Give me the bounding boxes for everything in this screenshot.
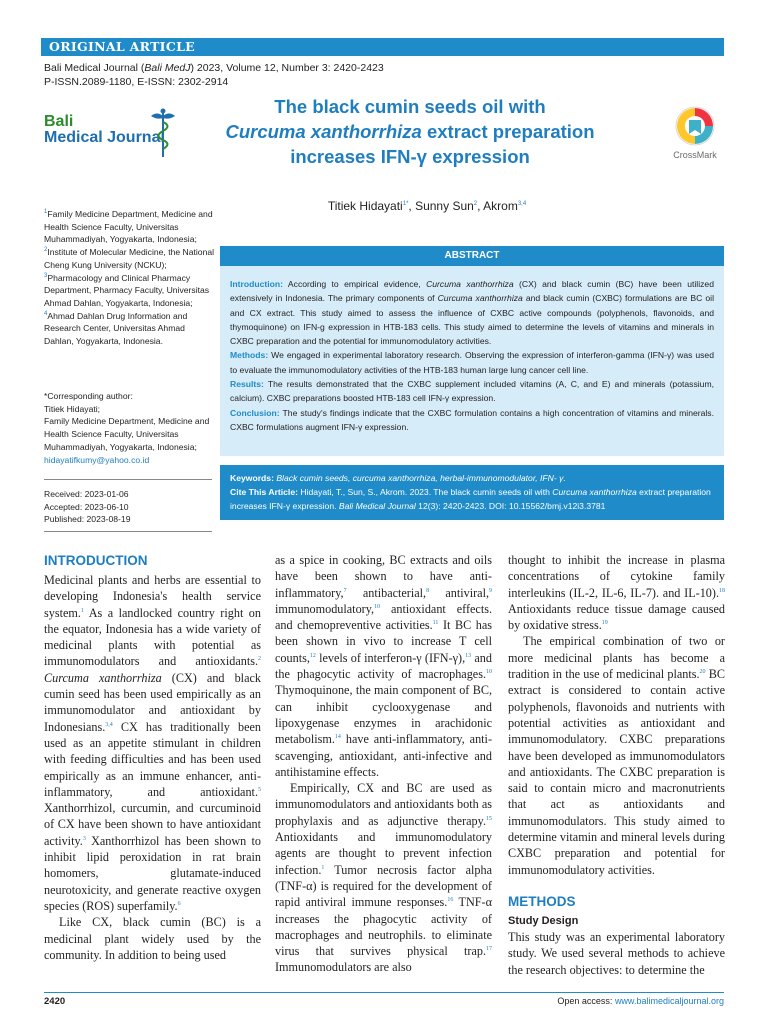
keywords-label: Keywords: [230,473,274,483]
citation-label: Cite This Article: [230,487,298,497]
author-1: Titiek Hidayati [327,199,403,213]
crossmark-badge[interactable] [672,103,718,163]
citation-ref[interactable]: 6 [177,900,181,907]
date-accepted: Accepted: 2023-06-10 [44,501,129,512]
species-name: Curcuma xanthorrhiza [426,279,514,289]
abstract-text: and black cumin (CXBC) formulations are BC oil and CX extract. This study aimed to assess the influence of CXBC active compounds (polyphenols, flavonoids, and thymoquinone) on IFN-g expression in HTB-183 cells. This study aimed to determine the levels of vitamins and minerals in CXBC preparation and the potential for immunomodulatory activities. [230,293,715,347]
affiliation-item [44,310,216,348]
citation-ref[interactable]: 7 [343,587,347,594]
affiliation-text: Pharmacology and Clinical Pharmacy Department, Pharmacy Faculty, Universitas Ahmad Dahlan, Yogyakarta, Indonesia; [44,272,210,308]
body-paragraph [44,572,261,914]
body-text: immunomodulatory, [275,601,375,616]
keywords-text: Black cumin seeds, curcuma xanthorrhiza, herbal-immunomodulator, IFN- γ. [273,473,566,483]
citation-ref[interactable]: 1 [80,607,84,614]
citation-ref[interactable]: 9 [489,587,492,594]
page-number: 2420 [44,996,66,1007]
logo-word-bali: Bali [44,113,74,130]
journal-citation-line [44,61,384,75]
abstract-heading: ABSTRACT [220,246,724,266]
citation-ref[interactable]: 10 [374,603,381,610]
article-type-label: ORIGINAL ARTICLE [49,39,195,54]
author-list [212,199,642,213]
body-paragraph [44,914,261,963]
date-published: Published: 2023-08-19 [44,514,131,525]
divider [44,479,212,480]
citation-ref[interactable]: 17 [486,946,492,953]
affiliation-item [44,208,216,246]
affiliation-number: 1 [44,209,48,216]
abstract-results [230,377,714,406]
species-name: Curcuma xanthorrhiza [552,487,637,497]
introduction-heading: INTRODUCTION [44,553,148,568]
affiliation-text: Ahmad Dahlan Drug Information and Research Center, Universitas Ahmad Dahlan, Yogyakarta, Indonesia. [44,310,188,347]
body-text: Medicinal plants and herbs are essential to developing Indonesia's health service system. [44,573,261,620]
body-column-3 [508,552,725,978]
article-type-banner [41,38,724,56]
abstract-introduction [230,277,714,348]
abstract-text: (CX) and black cumin (BC) have been utilized extensively in Indonesia. The primary components of [230,279,714,304]
title-line-2-rest: extract preparation [421,121,595,142]
citation-ref[interactable]: 16 [447,897,454,904]
body-text: Like CX, black cumin (BC) is a medicinal plant widely used by the community. In addition to being used [44,915,261,962]
body-text: Thymoquinone, the main component of BC, can inhibit cyclooxygenase and lipoxygenase enzymes in arachidonic metabolism. [275,683,492,747]
body-text: BC extract is considered to contain active polyphenols, flavonoids and nutrients with potential activities as antioxidant and immunomodulatory. CXBC preparations have been developed as immunomodulators and antioxidants. The CXBC preparation is said to contain micro and macronutrients that act as antioxidants and immunomodulators. This study aimed to determine vitamin and mineral levels during CXBC preparation and potential for immunomodulatory activities. [508,667,725,877]
body-column-2 [275,552,492,976]
journal-name: Bali Medical Journal ( [44,62,145,74]
abstract-text: The study's findings indicate that the CXBC formulation contains a high concentration of vitamins and minerals. CXBC formulations augment IFN-γ expression. [230,407,714,432]
author-3: Akrom [483,199,518,213]
keywords-line [230,471,714,485]
footer-divider [44,992,724,993]
citation-ref[interactable]: 15 [486,815,492,822]
body-text: as a spice in cooking, BC extracts and oils have been shown to have anti-inflammatory, [275,553,492,600]
citation-ref[interactable]: 10 [486,669,492,676]
body-text: antibacterial, [346,585,427,600]
affiliation-item [44,246,216,271]
body-text: and the phagocytic activity of macrophages. [275,650,492,682]
citation-ref[interactable]: 20 [699,669,706,676]
citation-ref[interactable]: 3 [82,835,86,842]
body-text: levels of interferon-γ (IFN-γ), [315,650,466,665]
abstract-methods [230,348,714,377]
crossmark-icon [672,103,718,149]
corresponding-name: Titiek Hidayati; [44,403,101,414]
body-text: Empirically, CX and BC are used as immunomodulators and antioxidants both as prophylaxis and as adjunctive therapy. [275,781,492,828]
corresponding-email-link[interactable]: hidayatifkumy@yahoo.co.id [44,454,150,465]
body-text: Antioxidants and immunomodulatory agents are thought to prevent infection infection. [275,830,492,877]
body-text: This study was an experimental laboratory study. We used several methods to achieve the research objectives: to determine the [508,929,725,977]
body-paragraph [275,552,492,780]
citation-journal: Bali Medical Journal [338,501,416,511]
body-text: Antioxidants reduce tissue damage caused by oxidative stress. [508,601,725,633]
affiliation-text: Institute of Molecular Medicine, the National Cheng Kung University (NCKU); [44,247,215,270]
methods-heading: METHODS [508,893,576,909]
keywords-box [220,465,724,520]
logo-word-medical-journal: Medical Journal [44,129,165,146]
affiliation-number: 2 [44,247,48,254]
corresponding-author [44,390,216,466]
abstract-label: Methods: [230,350,269,361]
abstract-body [220,266,724,456]
caduceus-icon [148,107,178,159]
author-2: Sunny Sun [415,199,474,213]
body-paragraph [508,552,725,633]
corresponding-label: *Corresponding author: [44,391,133,401]
corresponding-address: Family Medicine Department, Medicine and Health Science Faculty, Universitas Muhammadiyah, Yogyakarta, Indonesia; [44,416,210,452]
species-name: Curcuma xanthorrhiza [44,670,162,685]
journal-abbr: Bali MedJ [144,62,191,74]
body-text: Xanthorrhizol, curcumin, and curcuminoid of CX have been shown to have antioxidant activity. [44,801,261,848]
journal-issn: P-ISSN.2089-1180, E-ISSN: 2302-2914 [44,76,229,88]
body-text: Immunomodulators are also [275,960,412,975]
body-text: (CX) and black cumin seed has been used empirically as an immunomodulator and antioxidant by Indonesians. [44,670,261,734]
affiliations [44,208,216,348]
abstract-text: We engaged in experimental laboratory research. Observing the expression of interferon-gamma (IFN-γ) was used to evaluate the immunomodulatory activities of the HTB-183 human large lung cancer cell line. [230,350,714,375]
body-text: As a landlocked country right on the equator, Indonesia has a wide variety of medicinal plants with potential as immunomodulators and antioxidants. [44,605,261,669]
body-paragraph [275,780,492,976]
body-text: antioxidant effects. and chemopreventive activities. [275,601,492,633]
body-text: thought to inhibit the increase in plasma concentrations of cytokine family interleukins (IL-2, IL-6, IL-7). and IL-10). [508,553,725,600]
journal-logo [44,107,180,159]
title-species: Curcuma xanthorrhiza [225,121,422,142]
divider [44,531,212,532]
citation-text: Hidayati, T., Sun, S., Akrom. 2023. The black cumin seeds oil with [297,487,553,497]
body-paragraph [508,929,725,978]
citation-text: extract preparation increases IFN-γ expression. [230,487,711,511]
body-text: Xanthorrhizol has been shown to inhibit lipid peroxidation in rat brain homomers, glutamate-induced neurotoxicity, and generate reactive oxygen species (ROS) superfamily. [44,833,261,913]
citation-ref[interactable]: 5 [258,786,261,793]
body-column-1 [44,550,261,963]
body-text: It BC has been shown in vivo to increase T cell counts, [275,618,492,665]
abstract-text: According to empirical evidence, [282,279,427,289]
body-text: Tumor necrosis factor alpha (TNF-α) is required for the development of rapid antiviral immune responses. [275,862,492,910]
author-2-affil: 2 [473,201,478,207]
citation-ref[interactable]: 19 [601,620,608,627]
body-text: TNF-α increases the phagocytic activity of macrophages and neutrophils. to eliminate virus that survives physical trap. [275,895,493,959]
body-text: antiviral, [429,585,489,600]
affiliation-number: 3 [44,272,48,279]
abstract-text: The results demonstrated that the CXBC supplement included vitamins (A, C, and E) and minerals (potassium, calcium). CXBC preparations boosted HTB-183 cell IFN-γ expression. [230,379,714,404]
citation-ref[interactable]: 1 [321,864,325,871]
article-title [200,94,620,169]
body-text: The empirical combination of two or more medicinal plants has become a tradition in the use of medicinal plants. [508,634,725,682]
citation-ref[interactable]: 8 [426,587,430,594]
body-text: have anti-inflammatory, anti-scavenging, antioxidant, anti-infective and antihistamine effects. [275,732,492,779]
journal-info [44,61,384,89]
abstract-label: Conclusion: [230,407,280,418]
author-separator: , [477,199,484,213]
citation-doi: 12(3): 2420-2423. DOI: 10.15562/bmj.v12i3.3781 [415,501,606,511]
open-access-note [557,996,724,1006]
journal-url-link[interactable]: www.balimedicaljournal.org [614,996,724,1006]
citation-line [230,485,714,513]
affiliation-number: 4 [44,310,48,317]
study-design-heading: Study Design [508,914,579,927]
citation-ref[interactable]: 3,4 [105,721,113,728]
author-separator: , [408,199,416,213]
abstract-label: Introduction: [230,279,283,289]
citation-ref[interactable]: 12 [309,652,316,659]
affiliation-item [44,272,216,310]
citation-ref[interactable]: 11 [432,620,439,627]
citation-ref[interactable]: 13 [465,652,472,659]
title-line-3: increases IFN-γ expression [290,146,530,167]
affiliation-text: Family Medicine Department, Medicine and Health Science Faculty, Universitas Muhammadiyah, Yogyakarta, Indonesia; [44,209,213,245]
abstract-label: Results: [230,379,264,390]
title-line-1: The black cumin seeds oil with [274,96,546,117]
date-received: Received: 2023-01-06 [44,489,129,499]
body-paragraph [508,633,725,877]
citation-ref[interactable]: 14 [334,734,341,741]
citation-ref[interactable]: 18 [719,587,725,594]
title-line-2 [200,119,620,144]
author-3-affil: 3,4 [517,201,527,207]
abstract-conclusion [230,406,714,435]
author-1-affil: 1* [402,201,409,207]
article-dates [44,488,130,526]
crossmark-label: CrossMark [673,150,717,160]
journal-volume: ) 2023, Volume 12, Number 3: 2420-2423 [190,62,384,74]
citation-ref[interactable]: 2 [258,656,261,663]
body-text: CX has traditionally been used as an appetite stimulant in children with feeding difficulties and has been used empirically as an immune enhancer, anti-inflammatory, and antioxidant. [44,719,261,799]
species-name: Curcuma xanthorrhiza [437,293,523,304]
open-access-label: Open access: [557,996,615,1006]
